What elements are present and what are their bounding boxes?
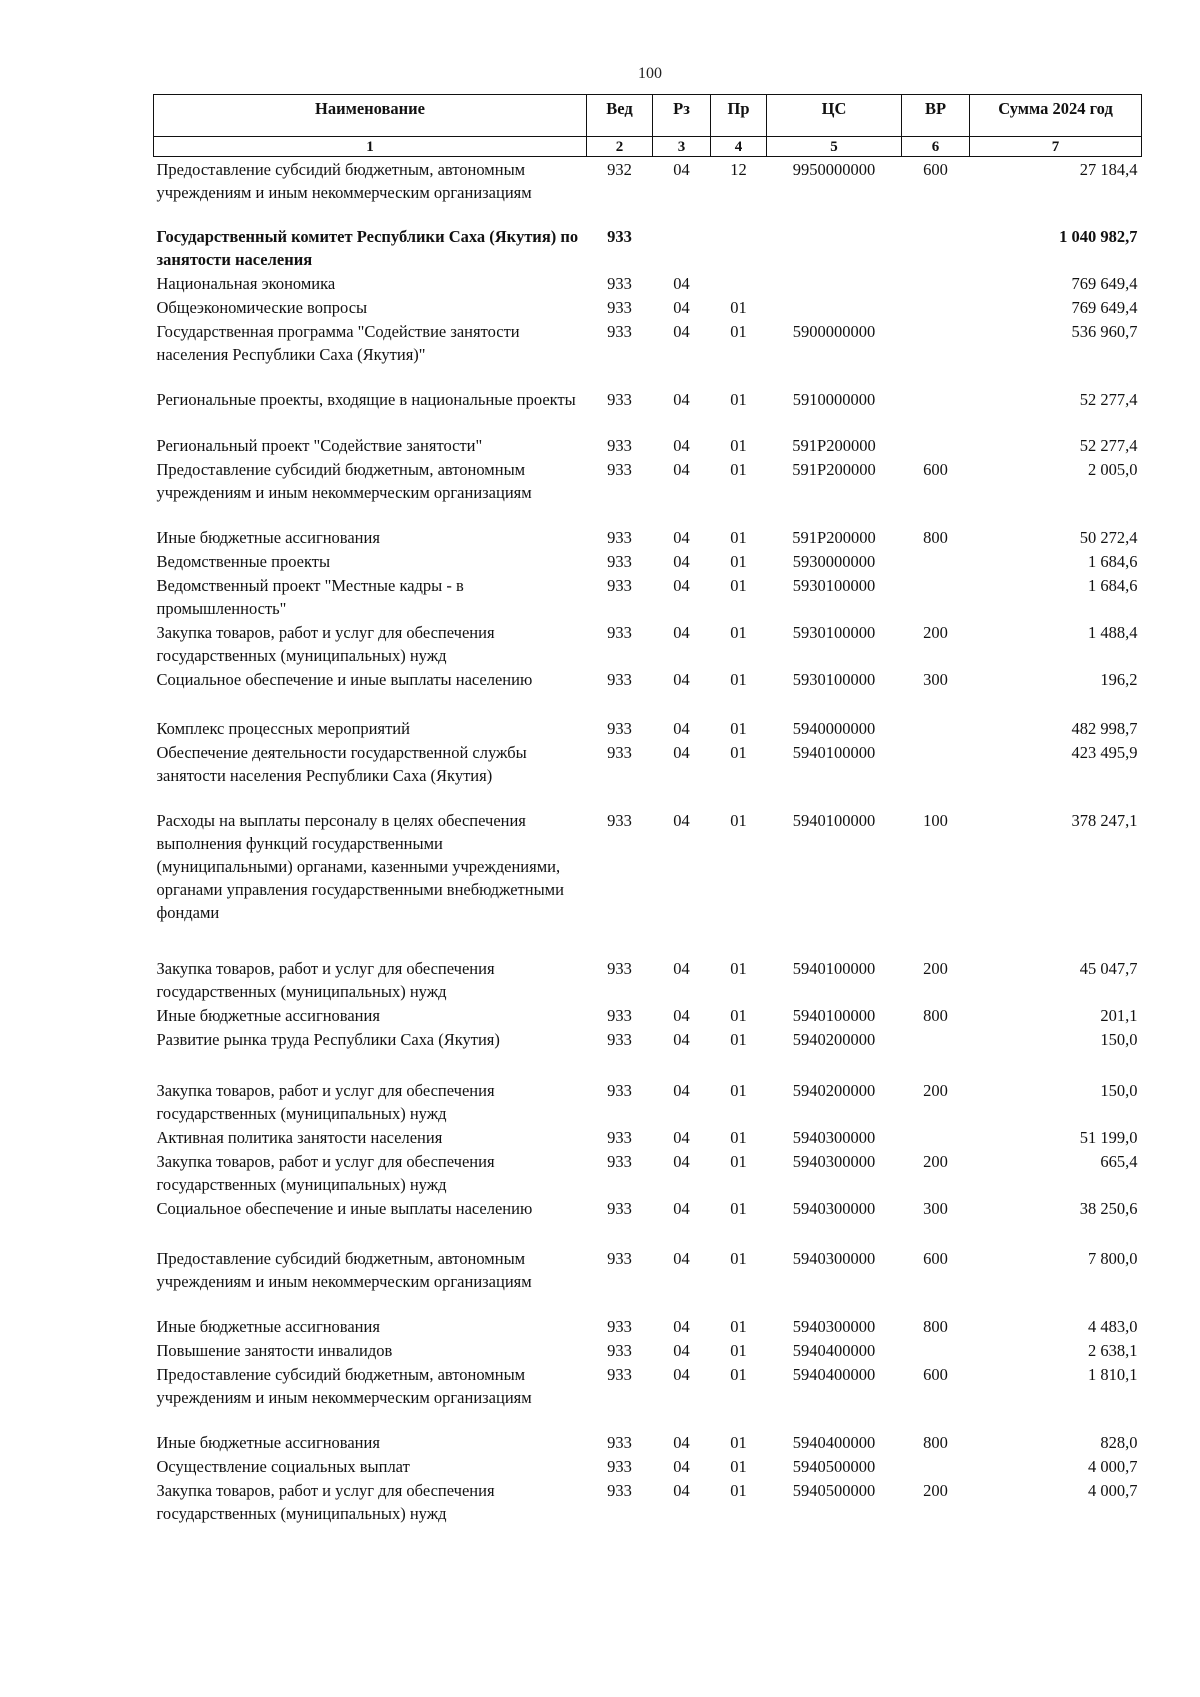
row-pr — [711, 224, 767, 271]
row-rz: 04 — [673, 1005, 690, 1025]
row-rz: 04 — [673, 1248, 690, 1268]
row-ved: 933 — [607, 273, 632, 293]
row-name: Предоставление субсидий бюджетным, автономным учреждениям и иным некоммерческим организациям — [156, 1248, 532, 1291]
row-pr: 01 — [730, 958, 747, 978]
row-cs: 5910000000 — [792, 389, 876, 409]
row-pr: 01 — [730, 1080, 747, 1100]
table-row — [154, 573, 1142, 620]
row-name: Иные бюджетные ассигнования — [156, 527, 380, 547]
row-rz — [653, 224, 711, 271]
row-name: Расходы на выплаты персоналу в целях обеспечения выполнения функций государственными (муниципальными) органами, казенными учреждениями, органами управления государственными внебюджетными фондами — [156, 810, 564, 922]
row-rz: 04 — [673, 1127, 690, 1147]
row-sum: 769 649,4 — [1071, 273, 1138, 293]
row-pr: 01 — [730, 389, 747, 409]
row-ved: 933 — [607, 742, 632, 762]
row-ved: 933 — [607, 1340, 632, 1360]
row-pr: 01 — [730, 718, 747, 738]
table-row — [154, 1196, 1142, 1246]
row-cs: 591P200000 — [792, 435, 876, 455]
row-ved: 933 — [607, 622, 632, 642]
column-number: 6 — [902, 137, 970, 157]
row-sum: 423 495,9 — [1071, 742, 1138, 762]
row-pr: 01 — [730, 1005, 747, 1025]
row-ved: 933 — [607, 1151, 632, 1171]
row-name: Закупка товаров, работ и услуг для обеспечения государственных (муниципальных) нужд — [156, 958, 495, 1001]
row-sum: 1 488,4 — [1088, 622, 1138, 642]
row-vr: 600 — [923, 1364, 948, 1384]
row-pr: 01 — [730, 297, 747, 317]
row-sum: 52 277,4 — [1079, 435, 1138, 455]
row-cs: 5940400000 — [792, 1340, 876, 1360]
row-rz: 04 — [673, 297, 690, 317]
row-rz: 04 — [673, 1316, 690, 1336]
row-name: Государственный комитет Республики Саха (Якутия) по занятости населения — [156, 226, 579, 269]
row-vr: 300 — [923, 1198, 948, 1218]
header-rz: Рз — [653, 95, 711, 137]
row-cs: 5940400000 — [792, 1432, 876, 1452]
row-ved: 933 — [607, 1127, 632, 1147]
row-vr: 800 — [923, 1432, 948, 1452]
row-name: Развитие рынка труда Республики Саха (Якутия) — [156, 1029, 500, 1049]
row-cs: 5940200000 — [792, 1080, 876, 1100]
row-cs: 5930100000 — [792, 575, 876, 595]
row-rz: 04 — [673, 1198, 690, 1218]
row-vr — [902, 1338, 970, 1362]
row-pr: 01 — [730, 1480, 747, 1500]
row-name: Общеэкономические вопросы — [156, 297, 368, 317]
row-ved: 933 — [607, 1005, 632, 1025]
row-vr — [902, 573, 970, 620]
row-pr: 01 — [730, 1316, 747, 1336]
row-rz: 04 — [673, 669, 690, 689]
row-name: Закупка товаров, работ и услуг для обеспечения государственных (муниципальных) нужд — [156, 622, 495, 665]
row-pr: 01 — [730, 1127, 747, 1147]
row-rz: 04 — [673, 1432, 690, 1452]
header-cs: ЦС — [767, 95, 902, 137]
row-ved: 933 — [607, 1364, 632, 1384]
row-cs: 5940000000 — [792, 718, 876, 738]
row-cs: 5930100000 — [792, 622, 876, 642]
row-sum: 536 960,7 — [1071, 321, 1138, 341]
row-vr: 600 — [923, 459, 948, 479]
row-sum: 196,2 — [1100, 669, 1138, 689]
row-ved: 933 — [607, 669, 632, 689]
row-pr: 01 — [730, 1340, 747, 1360]
header-vr: ВР — [902, 95, 970, 137]
table-row — [154, 716, 1142, 740]
column-number: 2 — [587, 137, 653, 157]
row-ved: 933 — [607, 551, 632, 571]
row-pr: 01 — [730, 1432, 747, 1452]
row-vr — [902, 295, 970, 319]
header-sum: Сумма 2024 год — [970, 95, 1142, 137]
row-ved: 933 — [607, 389, 632, 409]
header-row — [154, 95, 1142, 137]
row-vr: 200 — [923, 1480, 948, 1500]
row-pr: 01 — [730, 459, 747, 479]
table-row — [154, 956, 1142, 1003]
row-name: Закупка товаров, работ и услуг для обеспечения государственных (муниципальных) нужд — [156, 1480, 495, 1523]
row-sum: 4 483,0 — [1088, 1316, 1138, 1336]
row-ved: 933 — [607, 1029, 632, 1049]
table-row — [154, 1078, 1142, 1125]
row-sum: 4 000,7 — [1088, 1480, 1138, 1500]
table-row — [154, 1149, 1142, 1196]
row-rz: 04 — [673, 810, 690, 830]
row-rz: 04 — [673, 1456, 690, 1476]
row-ved: 933 — [607, 1080, 632, 1100]
row-rz: 04 — [673, 527, 690, 547]
header-pr: Пр — [711, 95, 767, 137]
row-ved: 933 — [607, 958, 632, 978]
row-rz: 04 — [673, 160, 690, 179]
row-pr: 01 — [730, 742, 747, 762]
row-name: Закупка товаров, работ и услуг для обеспечения государственных (муниципальных) нужд — [156, 1151, 495, 1194]
row-vr — [902, 716, 970, 740]
row-name: Активная политика занятости населения — [156, 1127, 443, 1147]
row-ved: 933 — [607, 1480, 632, 1500]
row-name: Иные бюджетные ассигнования — [156, 1005, 380, 1025]
table-row — [154, 525, 1142, 549]
row-pr: 01 — [730, 1151, 747, 1171]
row-pr: 01 — [730, 1248, 747, 1268]
row-pr: 12 — [730, 160, 747, 179]
row-cs: 5940100000 — [792, 742, 876, 762]
row-pr: 01 — [730, 435, 747, 455]
row-vr: 300 — [923, 669, 948, 689]
table-row — [154, 1362, 1142, 1430]
row-sum: 1 810,1 — [1088, 1364, 1138, 1384]
row-cs: 591P200000 — [792, 459, 876, 479]
row-cs: 5940400000 — [792, 1364, 876, 1384]
row-sum: 2 005,0 — [1088, 459, 1138, 479]
row-cs: 5940300000 — [792, 1316, 876, 1336]
row-sum: 150,0 — [1100, 1029, 1138, 1049]
row-vr — [902, 549, 970, 573]
row-ved: 933 — [607, 435, 632, 455]
table-row — [154, 1027, 1142, 1078]
row-cs: 9950000000 — [792, 160, 876, 179]
row-sum: 1 684,6 — [1088, 551, 1138, 571]
row-pr: 01 — [730, 1029, 747, 1049]
row-vr: 200 — [923, 958, 948, 978]
row-sum: 27 184,4 — [1079, 160, 1138, 179]
row-ved: 932 — [607, 160, 632, 179]
table-row — [154, 319, 1142, 387]
row-rz: 04 — [673, 1340, 690, 1360]
row-vr — [902, 387, 970, 433]
table-row — [154, 740, 1142, 808]
row-rz: 04 — [673, 1080, 690, 1100]
row-ved: 933 — [607, 321, 632, 341]
page-number: 100 — [638, 65, 662, 82]
table-row — [154, 620, 1142, 667]
row-name: Закупка товаров, работ и услуг для обеспечения государственных (муниципальных) нужд — [156, 1080, 495, 1123]
row-name: Предоставление субсидий бюджетным, автономным учреждениям и иным некоммерческим организациям — [156, 1364, 532, 1407]
header-ved: Вед — [587, 95, 653, 137]
budget-table — [153, 94, 1142, 1525]
row-pr: 01 — [730, 1456, 747, 1476]
table-row — [154, 387, 1142, 433]
table-row — [154, 1338, 1142, 1362]
row-cs: 5900000000 — [792, 321, 876, 341]
row-sum: 828,0 — [1100, 1432, 1138, 1452]
header-name: Наименование — [154, 95, 587, 137]
row-vr: 600 — [923, 1248, 948, 1268]
table-row — [154, 1430, 1142, 1454]
table-row — [154, 1478, 1142, 1525]
row-vr: 200 — [923, 1151, 948, 1171]
row-cs: 5940100000 — [792, 1005, 876, 1025]
table-row — [154, 1003, 1142, 1027]
table-row — [154, 433, 1142, 457]
row-sum: 201,1 — [1100, 1005, 1138, 1025]
row-sum: 665,4 — [1100, 1151, 1138, 1171]
row-sum: 482 998,7 — [1071, 718, 1138, 738]
row-pr: 01 — [730, 527, 747, 547]
row-vr — [902, 1027, 970, 1078]
row-sum: 51 199,0 — [1079, 1127, 1138, 1147]
table-header — [154, 95, 1142, 157]
row-rz: 04 — [673, 321, 690, 341]
row-rz: 04 — [673, 551, 690, 571]
row-name: Ведомственный проект "Местные кадры - в промышленность" — [156, 575, 464, 618]
row-cs: 5940100000 — [792, 958, 876, 978]
row-name: Иные бюджетные ассигнования — [156, 1432, 380, 1452]
row-name: Национальная экономика — [156, 273, 336, 293]
row-vr: 200 — [923, 622, 948, 642]
row-pr: 01 — [730, 551, 747, 571]
row-name: Иные бюджетные ассигнования — [156, 1316, 380, 1336]
column-number: 7 — [970, 137, 1142, 157]
row-rz: 04 — [673, 718, 690, 738]
table-body — [154, 157, 1142, 1525]
row-name: Обеспечение деятельности государственной службы занятости населения Республики Саха (Якутия) — [156, 742, 527, 785]
row-rz: 04 — [673, 1480, 690, 1500]
table-row — [154, 224, 1142, 271]
row-rz: 04 — [673, 273, 690, 293]
row-name: Социальное обеспечение и иные выплаты населению — [156, 1198, 533, 1218]
column-number: 3 — [653, 137, 711, 157]
row-rz: 04 — [673, 389, 690, 409]
row-pr: 01 — [730, 575, 747, 595]
row-pr: 01 — [730, 1198, 747, 1218]
row-rz: 04 — [673, 622, 690, 642]
row-vr: 800 — [923, 527, 948, 547]
row-sum: 4 000,7 — [1088, 1456, 1138, 1476]
table-row — [154, 667, 1142, 716]
row-cs: 5940300000 — [792, 1151, 876, 1171]
row-sum: 150,0 — [1100, 1080, 1138, 1100]
row-vr — [902, 1125, 970, 1149]
table-row — [154, 1246, 1142, 1314]
row-ved: 933 — [607, 459, 632, 479]
row-vr: 600 — [923, 160, 948, 179]
row-rz: 04 — [673, 1029, 690, 1049]
row-name: Региональные проекты, входящие в национальные проекты — [156, 389, 576, 409]
row-ved: 933 — [607, 297, 632, 317]
row-sum: 378 247,1 — [1071, 810, 1138, 830]
row-name: Предоставление субсидий бюджетным, автономным учреждениям и иным некоммерческим организациям — [156, 459, 532, 502]
row-cs — [767, 224, 902, 271]
row-rz: 04 — [673, 958, 690, 978]
row-cs: 5940300000 — [792, 1198, 876, 1218]
table-row — [154, 1314, 1142, 1338]
row-name: Предоставление субсидий бюджетным, автономным учреждениям и иным некоммерческим организациям — [156, 160, 532, 202]
row-vr — [902, 319, 970, 387]
row-ved: 933 — [607, 575, 632, 595]
row-name: Ведомственные проекты — [156, 551, 331, 571]
row-vr — [902, 271, 970, 295]
row-pr: 01 — [730, 1364, 747, 1384]
row-sum: 38 250,6 — [1079, 1198, 1138, 1218]
table-row — [154, 549, 1142, 573]
row-name: Осуществление социальных выплат — [156, 1456, 410, 1476]
row-sum: 7 800,0 — [1088, 1248, 1138, 1268]
row-sum: 1 040 982,7 — [1059, 226, 1138, 246]
row-ved: 933 — [607, 1248, 632, 1268]
row-name: Региональный проект "Содействие занятости" — [156, 435, 483, 455]
row-sum: 52 277,4 — [1079, 389, 1138, 409]
row-pr: 01 — [730, 810, 747, 830]
row-pr: 01 — [730, 321, 747, 341]
row-cs: 5940300000 — [792, 1248, 876, 1268]
row-cs — [767, 295, 902, 319]
row-name: Государственная программа "Содействие занятости населения Республики Саха (Якутия)" — [156, 321, 520, 364]
row-cs: 5940200000 — [792, 1029, 876, 1049]
table-row — [154, 295, 1142, 319]
row-sum: 1 684,6 — [1088, 575, 1138, 595]
row-vr — [902, 433, 970, 457]
row-vr — [902, 1454, 970, 1478]
row-ved: 933 — [607, 1432, 632, 1452]
row-name: Социальное обеспечение и иные выплаты населению — [156, 669, 533, 689]
row-ved: 933 — [607, 527, 632, 547]
row-sum: 45 047,7 — [1079, 958, 1138, 978]
row-cs: 5940300000 — [792, 1127, 876, 1147]
row-vr — [902, 740, 970, 808]
row-rz: 04 — [673, 742, 690, 762]
row-vr: 200 — [923, 1080, 948, 1100]
row-rz: 04 — [673, 1151, 690, 1171]
row-ved: 933 — [607, 718, 632, 738]
row-sum: 50 272,4 — [1079, 527, 1138, 547]
table-row — [154, 271, 1142, 295]
row-ved: 933 — [607, 1316, 632, 1336]
column-number-row — [154, 137, 1142, 157]
row-vr — [902, 224, 970, 271]
table-row — [154, 808, 1142, 956]
row-sum: 2 638,1 — [1088, 1340, 1138, 1360]
row-cs: 591P200000 — [792, 527, 876, 547]
row-pr: 01 — [730, 669, 747, 689]
row-ved: 933 — [607, 810, 632, 830]
column-number: 1 — [154, 137, 587, 157]
row-name: Комплекс процессных мероприятий — [156, 718, 410, 738]
row-cs: 5940500000 — [792, 1456, 876, 1476]
row-cs: 5930100000 — [792, 669, 876, 689]
column-number: 5 — [767, 137, 902, 157]
table-row — [154, 457, 1142, 525]
row-cs: 5940500000 — [792, 1480, 876, 1500]
row-rz: 04 — [673, 575, 690, 595]
row-vr: 800 — [923, 1005, 948, 1025]
row-rz: 04 — [673, 435, 690, 455]
row-vr: 100 — [923, 810, 948, 830]
table-row — [154, 1454, 1142, 1478]
row-rz: 04 — [673, 459, 690, 479]
row-pr: 01 — [730, 622, 747, 642]
row-cs: 5940100000 — [792, 810, 876, 830]
row-ved: 933 — [607, 1456, 632, 1476]
row-rz: 04 — [673, 1364, 690, 1384]
table-row — [154, 157, 1142, 224]
table-row — [154, 1125, 1142, 1149]
row-ved: 933 — [607, 1198, 632, 1218]
row-ved: 933 — [607, 226, 632, 246]
row-pr — [711, 271, 767, 295]
row-cs: 5930000000 — [792, 551, 876, 571]
row-name: Повышение занятости инвалидов — [156, 1340, 393, 1360]
row-cs — [767, 271, 902, 295]
row-vr: 800 — [923, 1316, 948, 1336]
column-number: 4 — [711, 137, 767, 157]
row-sum: 769 649,4 — [1071, 297, 1138, 317]
